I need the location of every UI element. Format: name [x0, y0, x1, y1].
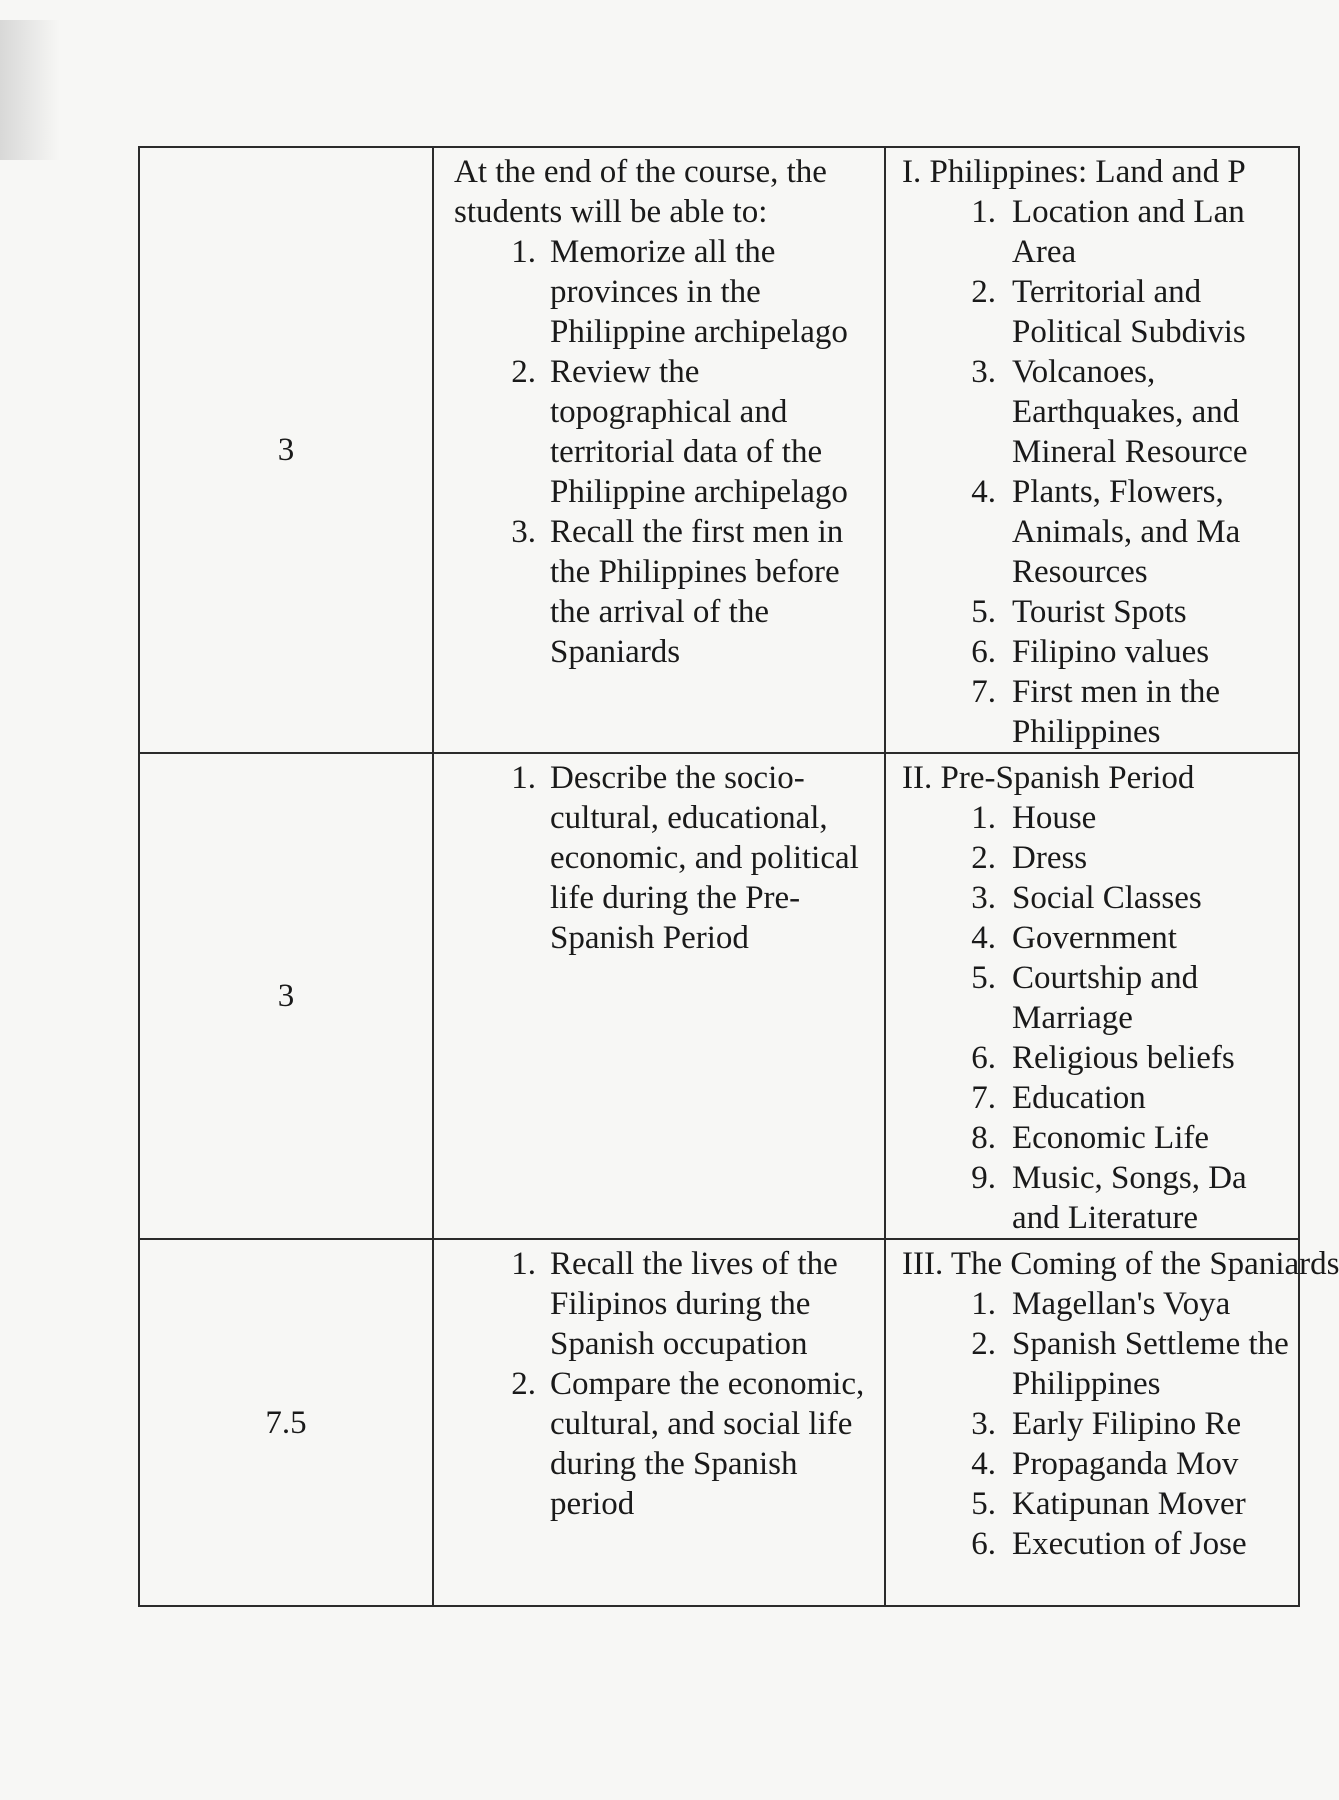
content-list	[948, 1284, 1298, 1564]
objectives-list	[490, 758, 870, 958]
content-number: 4.	[971, 920, 996, 956]
content-text: Religious beliefs	[1012, 1040, 1235, 1076]
content-item	[948, 1284, 1298, 1324]
scan-shadow	[0, 20, 60, 160]
objectives-cell	[433, 1239, 885, 1606]
content-number: 9.	[971, 1160, 996, 1196]
hours-cell: 3	[139, 147, 433, 753]
content-text: Volcanoes, Earthquakes, and Mineral Resource	[1012, 354, 1248, 470]
content-text: Early Filipino Re	[1012, 1406, 1242, 1442]
objectives-list	[490, 232, 870, 672]
content-number: 4.	[971, 474, 996, 510]
content-item	[948, 958, 1298, 1038]
objectives-intro: At the end of the course, the students will be able to:	[454, 154, 827, 230]
content-number: 1.	[971, 194, 996, 230]
content-number: 1.	[971, 1286, 996, 1322]
objective-number: 1.	[511, 760, 536, 796]
content-number: 6.	[971, 1040, 996, 1076]
content-item	[948, 798, 1298, 838]
content-text: Plants, Flowers, Animals, and Ma Resources	[1012, 474, 1241, 590]
content-text: House	[1012, 800, 1097, 836]
objective-text: Recall the lives of the Filipinos during the Spanish occupation	[550, 1246, 838, 1362]
content-text: Propaganda Mov	[1012, 1446, 1239, 1482]
content-number: 4.	[971, 1446, 996, 1482]
objective-item	[490, 232, 870, 352]
objective-item	[490, 352, 870, 512]
objectives-cell	[433, 753, 885, 1239]
content-item	[948, 878, 1298, 918]
syllabus-row	[139, 753, 1299, 1239]
content-number: 5.	[971, 1486, 996, 1522]
content-number: 5.	[971, 594, 996, 630]
objective-text: Compare the economic, cultural, and social life during the Spanish period	[550, 1366, 865, 1522]
objective-text: Memorize all the provinces in the Philippine archipelago	[550, 234, 848, 350]
content-text: Location and Lan Area	[1012, 194, 1245, 270]
content-number: 2.	[971, 274, 996, 310]
content-heading: II. Pre-Spanish Period	[902, 760, 1195, 796]
objective-text: Describe the socio-cultural, educational, economic, and political life during the Pre-Spanish Period	[550, 760, 859, 956]
content-number: 2.	[971, 840, 996, 876]
objective-item	[490, 1364, 870, 1524]
objective-number: 2.	[511, 1366, 536, 1402]
content-number: 1.	[971, 800, 996, 836]
content-item	[948, 1038, 1298, 1078]
objective-text: Recall the first men in the Philippines before the arrival of the Spaniards	[550, 514, 844, 670]
content-text: Social Classes	[1012, 880, 1202, 916]
content-item	[948, 918, 1298, 958]
content-text: Spanish Settleme the Philippines	[1012, 1326, 1289, 1402]
content-item	[948, 1524, 1298, 1564]
content-heading: III. The Coming of the Spaniards	[902, 1246, 1339, 1282]
content-heading: I. Philippines: Land and P	[902, 154, 1246, 190]
content-list	[948, 798, 1298, 1238]
content-text: Music, Songs, Da and Literature	[1012, 1160, 1247, 1236]
content-item	[948, 1078, 1298, 1118]
objectives-cell	[433, 147, 885, 753]
content-text: Tourist Spots	[1012, 594, 1187, 630]
content-item	[948, 1118, 1298, 1158]
objective-number: 1.	[511, 234, 536, 270]
content-number: 5.	[971, 960, 996, 996]
content-text: Execution of Jose	[1012, 1526, 1247, 1562]
objective-item	[490, 758, 870, 958]
content-item	[948, 192, 1298, 272]
content-text: Katipunan Mover	[1012, 1486, 1246, 1522]
content-text: Government	[1012, 920, 1177, 956]
content-number: 3.	[971, 880, 996, 916]
objective-item	[490, 1244, 870, 1364]
content-number: 7.	[971, 674, 996, 710]
syllabus-table	[138, 146, 1339, 1607]
hours-cell: 3	[139, 753, 433, 1239]
content-cell	[885, 1239, 1339, 1606]
content-text: Economic Life	[1012, 1120, 1210, 1156]
content-item	[948, 1158, 1298, 1238]
content-item	[948, 352, 1298, 472]
content-list	[948, 192, 1298, 752]
objective-number: 3.	[511, 514, 536, 550]
syllabus-row	[139, 1239, 1299, 1606]
content-item	[948, 672, 1298, 752]
content-text: Magellan's Voya	[1012, 1286, 1231, 1322]
content-item	[948, 1444, 1298, 1484]
content-item	[948, 472, 1298, 592]
content-text: Education	[1012, 1080, 1146, 1116]
content-item	[948, 838, 1298, 878]
content-cell	[885, 147, 1299, 753]
syllabus-row	[139, 147, 1299, 753]
content-item	[948, 632, 1298, 672]
content-item	[948, 272, 1298, 352]
content-text: Territorial and Political Subdivis	[1012, 274, 1246, 350]
content-item	[948, 1484, 1298, 1524]
content-item	[948, 592, 1298, 632]
content-text: Courtship and Marriage	[1012, 960, 1199, 1036]
objective-item	[490, 512, 870, 672]
objectives-list	[490, 1244, 870, 1524]
content-cell	[885, 753, 1299, 1239]
content-text: Filipino values	[1012, 634, 1210, 670]
objective-number: 2.	[511, 354, 536, 390]
content-number: 3.	[971, 1406, 996, 1442]
content-item	[948, 1404, 1298, 1444]
content-number: 3.	[971, 354, 996, 390]
content-text: Dress	[1012, 840, 1088, 876]
content-number: 8.	[971, 1120, 996, 1156]
content-number: 6.	[971, 1526, 996, 1562]
objective-number: 1.	[511, 1246, 536, 1282]
content-number: 7.	[971, 1080, 996, 1116]
objective-text: Review the topographical and territorial data of the Philippine archipelago	[550, 354, 848, 510]
content-item	[948, 1324, 1298, 1404]
content-number: 2.	[971, 1326, 996, 1362]
content-number: 6.	[971, 634, 996, 670]
content-text: First men in the Philippines	[1012, 674, 1221, 750]
hours-cell: 7.5	[139, 1239, 433, 1606]
